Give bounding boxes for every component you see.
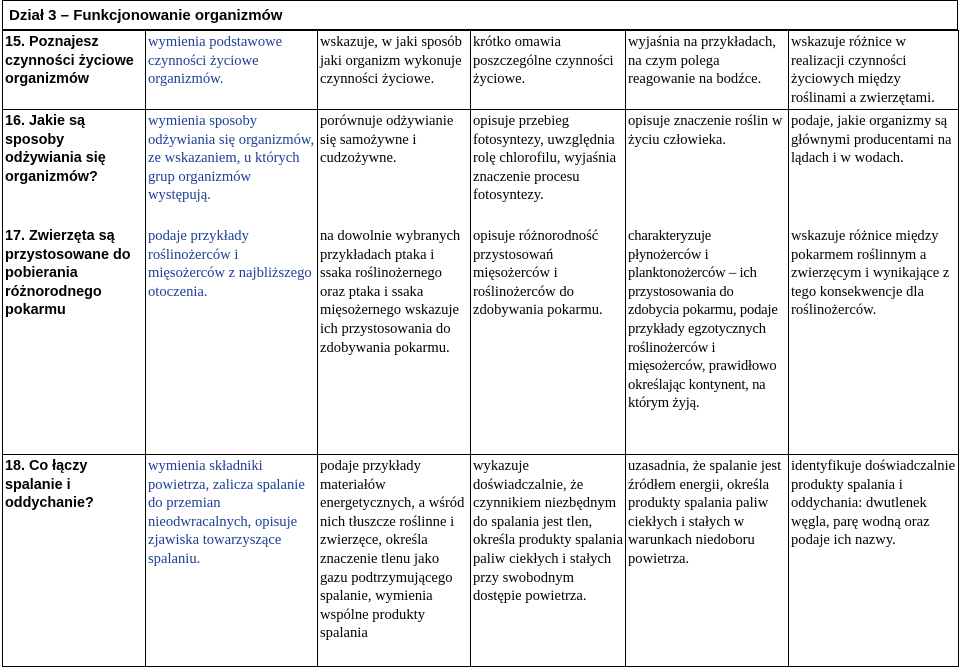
requirement-text: podaje przykłady roślinożerców i mięsożerców z najbliższego otoczenia. <box>148 228 312 300</box>
topic-17: 17. Zwierzęta są przystosowane do pobierania różnorodnego pokarmu <box>5 228 131 319</box>
table-row <box>3 455 959 667</box>
requirement-cell <box>789 110 959 455</box>
requirements-table <box>2 30 959 667</box>
requirement-text: charakteryzuje płynożerców i planktonożerców – ich przystosowania do zdobycia pokarmu, podaje przykłady egzotycznych roślinożerców i mięsożerców, prawidłowo określając kontynent, na którym żyją. <box>628 228 778 412</box>
topic-cell: 18. Co łączy spalanie i oddychanie? <box>3 455 146 667</box>
requirement-cell <box>318 110 471 455</box>
requirement-text: opisuje znaczenie roślin w życiu człowieka. <box>628 113 783 148</box>
requirement-cell: identyfikuje doświadczalnie produkty spalania i oddychania: dwutlenek węgla, parę wodną oraz podaje ich nazwy. <box>789 455 959 667</box>
requirement-text: wymienia sposoby odżywiania się organizmów, ze wskazaniem, u których grup organizmów występują. <box>148 113 315 204</box>
requirement-cell <box>146 110 318 455</box>
requirement-text: opisuje przebieg fotosyntezy, uwzględnia rolę chlorofilu, wyjaśnia znaczenie procesu fotosyntezy. <box>473 113 617 204</box>
table-row <box>3 31 959 110</box>
topic-16: 16. Jakie są sposoby odżywiania się organizmów? <box>5 113 106 185</box>
requirement-cell: podaje przykłady materiałów energetycznych, a wśród nich tłuszcze roślinne i zwierzęce, określa znaczenie tlenu jako gazu podtrzymującego spalanie, wymienia wspólne produkty spalania <box>318 455 471 667</box>
requirement-cell <box>626 110 789 455</box>
requirement-text: porównuje odżywianie się samożywne i cudzożywne. <box>320 113 454 167</box>
requirement-cell: wskazuje różnice w realizacji czynności życiowych między roślinami a zwierzętami. <box>789 31 959 110</box>
requirement-text: opisuje różnorodność przystosowań mięsożerców i roślinożerców do zdobywania pokarmu. <box>473 228 603 319</box>
requirement-cell: wyjaśnia na przykładach, na czym polega reagowanie na bodźce. <box>626 31 789 110</box>
requirement-cell: wymienia składniki powietrza, zalicza spalanie do przemian nieodwracalnych, opisuje zjawiska towarzyszące spalaniu. <box>146 455 318 667</box>
topic-cell: 15. Poznajesz czynności życiowe organizmów <box>3 31 146 110</box>
requirement-cell: krótko omawia poszczególne czynności życiowe. <box>471 31 626 110</box>
topic-cell <box>3 110 146 455</box>
section-heading: Dział 3 – Funkcjonowanie organizmów <box>2 0 958 30</box>
requirement-cell <box>471 110 626 455</box>
requirement-cell: wskazuje, w jaki sposób jaki organizm wykonuje czynności życiowe. <box>318 31 471 110</box>
requirement-text: na dowolnie wybranych przykładach ptaka i ssaka roślinożernego oraz ptaka i ssaka mięsożernego wskazuje ich przystosowania do zdobywania pokarmu. <box>320 228 461 356</box>
requirement-cell: wykazuje doświadczalnie, że czynnikiem niezbędnym do spalania jest tlen, określa produkty spalania paliw ciekłych i stałych przy swobodnym dostępie powietrza. <box>471 455 626 667</box>
requirement-cell: uzasadnia, że spalanie jest źródłem energii, określa produkty spalania paliw ciekłych i stałych w warunkach niedoboru powietrza. <box>626 455 789 667</box>
table-row <box>3 110 959 455</box>
requirement-cell: wymienia podstawowe czynności życiowe organizmów. <box>146 31 318 110</box>
requirement-text: podaje, jakie organizmy są głównymi producentami na lądach i w wodach. <box>791 113 952 167</box>
requirement-text: wskazuje różnice między pokarmem roślinnym a zwierzęcym i wynikające z tego konsekwencje dla roślinożerców. <box>791 228 950 319</box>
